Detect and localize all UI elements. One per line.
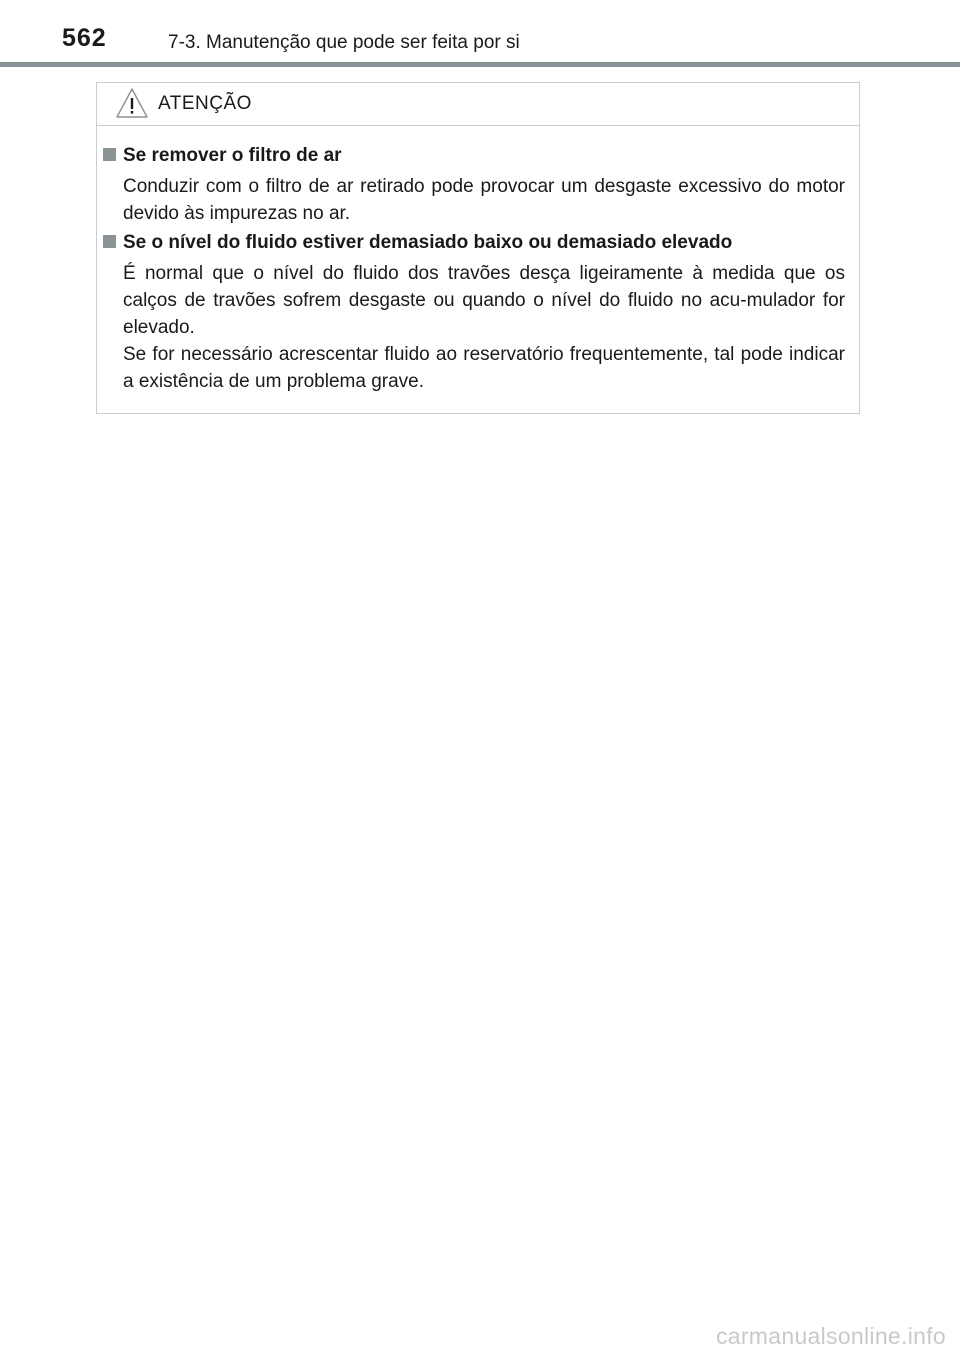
- warning-item-heading: [103, 232, 732, 254]
- warning-title: ATENÇÃO: [158, 93, 252, 114]
- section-title: 7-3. Manutenção que pode ser feita por si: [168, 32, 520, 53]
- square-bullet-icon: [103, 148, 116, 161]
- warning-paragraph: É normal que o nível do fluido dos travões desça ligeiramente à medida que os calços de travões sofrem desgaste ou quando o nível do fluido no acu-mulador for elevado.: [123, 263, 845, 338]
- warning-item-heading: [103, 145, 342, 167]
- warning-box: [96, 82, 860, 414]
- page-number: 562: [62, 24, 107, 52]
- page-header: [0, 0, 960, 68]
- warning-paragraph: Se for necessário acrescentar fluido ao reservatório frequentemente, tal pode indicar a existência de um problema grave.: [123, 344, 845, 392]
- heading-text: Se o nível do fluido estiver demasiado baixo ou demasiado elevado: [123, 232, 733, 253]
- square-bullet-icon: [103, 235, 116, 248]
- warning-triangle-icon: [115, 87, 149, 119]
- warning-header: [97, 83, 859, 126]
- watermark: carmanualsonline.info: [715, 1323, 946, 1349]
- warning-paragraph: Conduzir com o filtro de ar retirado pode provocar um desgaste excessivo do motor devido às impurezas no ar.: [123, 176, 845, 224]
- heading-text: Se remover o filtro de ar: [123, 145, 342, 166]
- header-divider: [0, 62, 960, 67]
